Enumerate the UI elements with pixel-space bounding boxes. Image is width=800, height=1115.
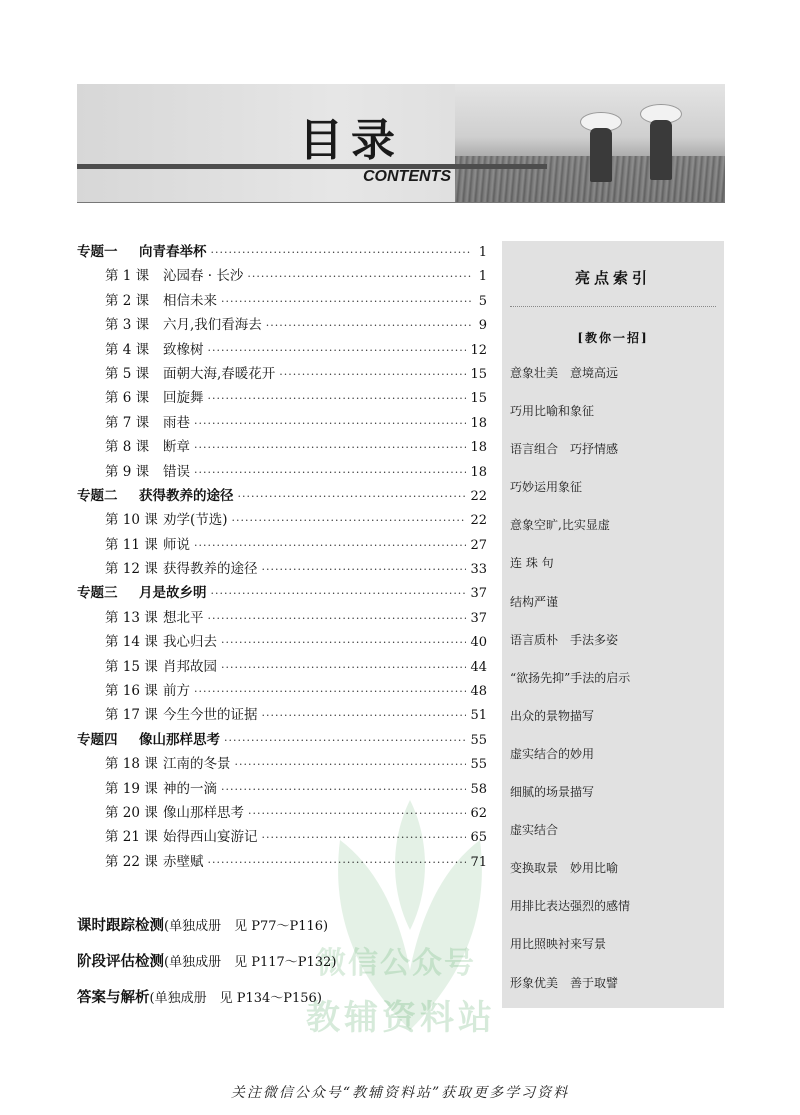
- toc-leader-dots: [248, 807, 466, 820]
- banner-bottom-rule: [77, 202, 725, 203]
- toc-page-number: 1: [478, 269, 487, 285]
- highlight-item: 语言质朴 手法多姿: [510, 632, 619, 647]
- toc-title: 江南的冬景: [163, 756, 231, 773]
- toc-lesson-row[interactable]: [77, 460, 487, 484]
- watermark-text-bottom: 教辅资料站: [306, 998, 496, 1038]
- toc-number: 第 17 课: [105, 707, 158, 724]
- toc-number: 第 8 课: [105, 439, 150, 456]
- toc-title: 致橡树: [163, 341, 204, 358]
- toc-title: 六月,我们看海去: [163, 317, 262, 334]
- toc-title: 沁园春 · 长沙: [163, 268, 244, 285]
- toc-title: 断章: [163, 439, 190, 456]
- highlight-item: 出众的景物描写: [510, 708, 595, 723]
- toc-page-number: 1: [478, 245, 487, 260]
- toc-title: 获得教养的途径: [139, 487, 234, 504]
- toc-number: 第 10 课: [105, 512, 158, 529]
- toc-lesson-row[interactable]: [77, 630, 487, 654]
- supplementary-references: [77, 914, 336, 1022]
- toc-title: 师说: [163, 536, 190, 553]
- toc-title: 相信未来: [163, 292, 217, 309]
- toc-page-number: 18: [470, 415, 487, 431]
- table-of-contents: [77, 240, 487, 874]
- toc-leader-dots: [194, 685, 466, 698]
- toc-page-number: 27: [470, 537, 487, 553]
- toc-title: 像山那样思考: [139, 731, 220, 748]
- highlight-item: 细腻的场景描写: [510, 785, 595, 800]
- toc-leader-dots: [266, 319, 471, 332]
- toc-leader-dots: [221, 295, 471, 308]
- toc-leader-dots: [224, 734, 466, 747]
- toc-number: 第 19 课: [105, 780, 158, 797]
- toc-page-number: 22: [470, 488, 487, 504]
- toc-title: 回旋舞: [163, 390, 204, 407]
- toc-page-number: 55: [470, 732, 487, 748]
- toc-leader-dots: [211, 587, 467, 600]
- highlight-item: 巧妙运用象征: [510, 480, 583, 495]
- toc-title: 错误: [163, 463, 190, 480]
- toc-number: 第 12 课: [105, 561, 158, 578]
- toc-leader-dots: [262, 831, 467, 844]
- highlight-item: 结构严谨: [510, 594, 559, 609]
- toc-leader-dots: [235, 758, 467, 771]
- toc-lesson-row[interactable]: [77, 606, 487, 630]
- highlights-list: [502, 354, 724, 1002]
- toc-number: 专题二: [77, 487, 118, 504]
- highlight-item: 语言组合 巧抒情感: [510, 442, 619, 457]
- footer-note: 关注微信公众号“教辅资料站”获取更多学习资料: [230, 1085, 570, 1101]
- toc-leader-dots: [279, 368, 466, 381]
- page-subtitle: CONTENTS: [363, 168, 451, 185]
- toc-title: 面朝大海,春暖花开: [163, 365, 276, 382]
- reference-note: (单独成册 见 P117～P132): [164, 955, 337, 970]
- toc-lesson-row[interactable]: [77, 289, 487, 313]
- toc-number: 第 16 课: [105, 683, 158, 700]
- toc-number: 第 5 课: [105, 365, 150, 382]
- toc-number: 第 2 课: [105, 292, 150, 309]
- toc-lesson-row[interactable]: [77, 435, 487, 459]
- highlight-item: 虚实结合的妙用: [510, 746, 595, 761]
- toc-leader-dots: [208, 856, 467, 869]
- toc-leader-dots: [238, 490, 467, 503]
- highlight-item: 形象优美 善于取譬: [510, 975, 619, 990]
- toc-lesson-row[interactable]: [77, 777, 487, 801]
- toc-lesson-row[interactable]: [77, 362, 487, 386]
- sidebar-heading: 亮点索引: [574, 269, 651, 287]
- toc-page-number: 58: [470, 781, 487, 797]
- toc-title: 今生今世的证据: [163, 707, 258, 724]
- reference-item: [77, 986, 336, 1022]
- toc-title: 向青春举杯: [139, 244, 207, 260]
- toc-lesson-row[interactable]: [77, 825, 487, 849]
- toc-title: 像山那样思考: [163, 804, 244, 821]
- toc-number: 第 3 课: [105, 317, 150, 334]
- header-banner: [77, 84, 725, 202]
- toc-title: 神的一滴: [163, 780, 217, 797]
- highlights-index-panel: [502, 241, 724, 1008]
- toc-title: 赤壁赋: [163, 853, 204, 870]
- toc-topic-row[interactable]: [77, 728, 487, 752]
- toc-leader-dots: [221, 661, 466, 674]
- toc-lesson-row[interactable]: [77, 313, 487, 337]
- toc-leader-dots: [208, 612, 467, 625]
- highlight-item: 虚实结合: [510, 823, 559, 838]
- highlight-item: 用比照映衬来写景: [510, 937, 607, 952]
- toc-page-number: 51: [470, 708, 487, 724]
- toc-lesson-row[interactable]: [77, 679, 487, 703]
- toc-number: 第 14 课: [105, 634, 158, 651]
- highlight-item: 用排比表达强烈的感情: [510, 899, 631, 914]
- toc-lesson-row[interactable]: [77, 338, 487, 362]
- reference-note: (单独成册 见 P77～P116): [164, 919, 329, 934]
- toc-lesson-row[interactable]: [77, 557, 487, 581]
- highlight-item: 变换取景 妙用比喻: [510, 861, 619, 876]
- reference-item: [77, 950, 336, 986]
- toc-leader-dots: [211, 246, 472, 259]
- highlight-item: 巧用比喻和象征: [510, 404, 595, 419]
- toc-page-number: 9: [478, 318, 487, 334]
- highlight-item: 意象壮美 意境高远: [510, 366, 619, 380]
- toc-page-number: 5: [478, 293, 487, 309]
- highlight-item: 连 珠 句: [510, 556, 554, 571]
- toc-page-number: 18: [470, 440, 487, 456]
- toc-number: 第 22 课: [105, 853, 158, 870]
- toc-topic-row[interactable]: [77, 581, 487, 605]
- toc-page-number: 37: [470, 586, 487, 602]
- toc-number: 第 9 课: [105, 463, 150, 480]
- toc-leader-dots: [194, 417, 466, 430]
- page-title: 目录: [299, 115, 403, 166]
- toc-lesson-row[interactable]: [77, 801, 487, 825]
- reference-title: 课时跟踪检测: [77, 918, 164, 934]
- toc-number: 第 18 课: [105, 756, 158, 773]
- toc-page-number: 62: [470, 805, 487, 821]
- toc-leader-dots: [221, 783, 466, 796]
- toc-number: 第 1 课: [105, 268, 150, 285]
- toc-number: 第 11 课: [105, 536, 158, 553]
- toc-page-number: 18: [470, 464, 487, 480]
- highlight-item: 意象空旷,比实显虚: [510, 518, 610, 533]
- toc-lesson-row[interactable]: [77, 386, 487, 410]
- toc-title: 前方: [163, 683, 190, 700]
- watermark-text-top: 微信公众号: [316, 946, 476, 981]
- toc-lesson-row[interactable]: [77, 703, 487, 727]
- toc-lesson-row[interactable]: [77, 850, 487, 874]
- toc-number: 专题四: [77, 731, 118, 748]
- toc-lesson-row[interactable]: [77, 508, 487, 532]
- toc-leader-dots: [232, 514, 467, 527]
- toc-page-number: 22: [470, 513, 487, 529]
- toc-title: 获得教养的途径: [163, 561, 258, 578]
- sidebar-subheading: [教你一招]: [577, 331, 649, 345]
- toc-topic-row[interactable]: [77, 484, 487, 508]
- toc-number: 专题一: [77, 244, 118, 260]
- reference-title: 阶段评估检测: [77, 954, 164, 970]
- toc-leader-dots: [262, 709, 467, 722]
- highlight-item: “欲扬先抑”手法的启示: [510, 670, 631, 685]
- toc-number: 第 4 课: [105, 341, 150, 358]
- toc-number: 第 20 课: [105, 804, 158, 821]
- toc-lesson-row[interactable]: [77, 411, 487, 435]
- toc-leader-dots: [194, 466, 466, 479]
- toc-leader-dots: [262, 563, 467, 576]
- toc-leader-dots: [194, 441, 466, 454]
- toc-leader-dots: [194, 539, 466, 552]
- toc-leader-dots: [221, 636, 466, 649]
- toc-lesson-row[interactable]: [77, 752, 487, 776]
- toc-lesson-row[interactable]: [77, 655, 487, 679]
- toc-page-number: 12: [470, 342, 487, 358]
- toc-number: 第 15 课: [105, 658, 158, 675]
- toc-page-number: 55: [470, 757, 487, 773]
- toc-title: 肖邦故园: [163, 658, 217, 675]
- toc-page-number: 40: [470, 635, 487, 651]
- toc-lesson-row[interactable]: [77, 264, 487, 288]
- reference-note: (单独成册 见 P134～P156): [149, 991, 322, 1006]
- toc-leader-dots: [208, 392, 467, 405]
- toc-page-number: 37: [470, 610, 487, 626]
- toc-topic-row[interactable]: [77, 240, 487, 264]
- toc-page-number: 33: [470, 562, 487, 578]
- toc-title: 月是故乡明: [139, 585, 207, 602]
- toc-page-number: 44: [470, 659, 487, 675]
- toc-page-number: 71: [470, 854, 487, 870]
- toc-lesson-row[interactable]: [77, 533, 487, 557]
- toc-page-number: 48: [470, 684, 487, 700]
- toc-number: 第 6 课: [105, 390, 150, 407]
- toc-number: 专题三: [77, 585, 118, 602]
- toc-title: 雨巷: [163, 414, 190, 431]
- toc-leader-dots: [247, 270, 471, 283]
- toc-page-number: 65: [470, 830, 487, 846]
- toc-number: 第 21 课: [105, 829, 158, 846]
- reference-title: 答案与解析: [77, 990, 150, 1006]
- banner-photo: [455, 84, 725, 202]
- toc-number: 第 7 课: [105, 414, 150, 431]
- toc-number: 第 13 课: [105, 609, 158, 626]
- toc-title: 我心归去: [163, 634, 217, 651]
- reference-item: [77, 914, 336, 950]
- toc-title: 始得西山宴游记: [163, 829, 258, 846]
- sidebar-divider: [510, 306, 716, 307]
- toc-leader-dots: [208, 344, 467, 357]
- toc-title: 想北平: [163, 609, 204, 626]
- toc-page-number: 15: [470, 366, 487, 382]
- toc-page-number: 15: [470, 391, 487, 407]
- toc-title: 劝学(节选): [163, 512, 228, 529]
